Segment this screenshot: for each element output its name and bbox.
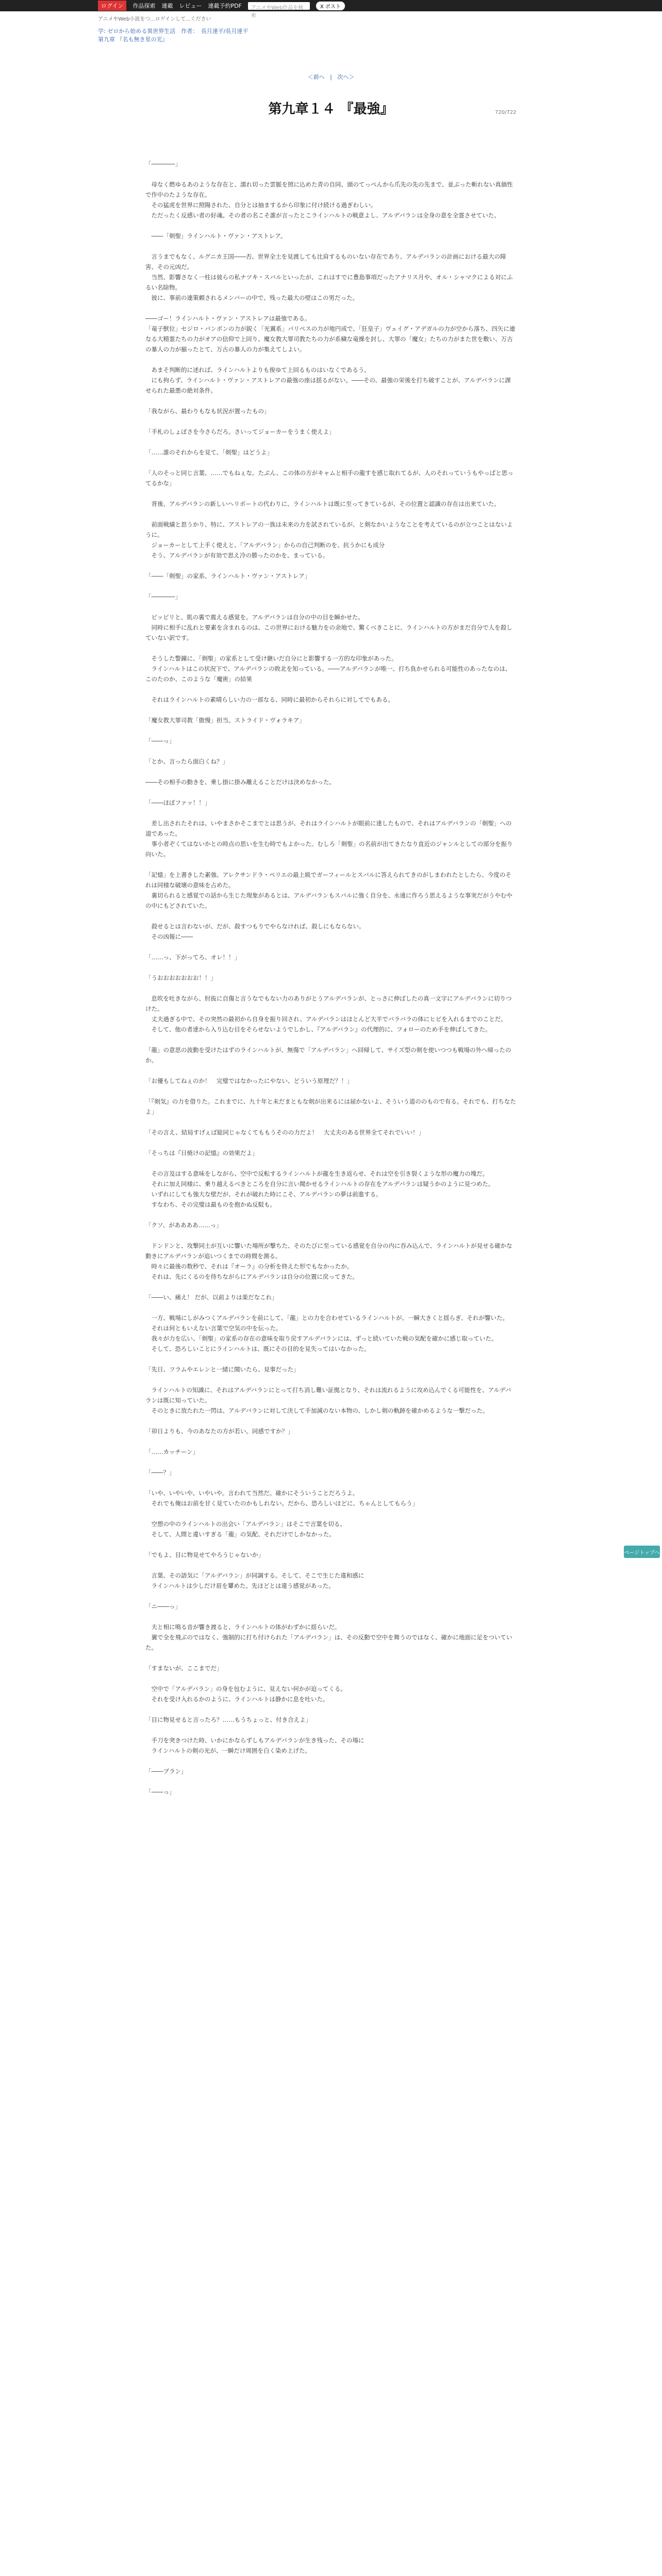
body-paragraph: 「魔女教大罪司教「傲慢」担当。ストライド・ヴォラキア」 <box>145 717 305 724</box>
body-paragraph: そのときに放たれた一閃は、アルデバランに対して決して手加減のない本物の、しかし剣の軌跡を確かめるような一撃だった。 <box>145 1407 489 1414</box>
body-paragraph: そして、他の者達から入り込む目をそらせないようでしかし、『アルデバラン』の代理的に、フォローのため手を伸ばしてきた。 <box>145 1026 491 1033</box>
body-paragraph <box>145 1436 517 1447</box>
body-paragraph <box>145 684 517 694</box>
body-paragraph <box>145 1117 517 1127</box>
body-paragraph: そして、人間と違いすぎる「龍」の気配、それだけでしかなかった。 <box>145 1531 335 1538</box>
body-paragraph: その言及はする意味をしながら、空中で反転するラインハルトが龍を生き返らせ、それは空を引き裂くような形の魔力の塊だ。 <box>145 1170 489 1177</box>
body-paragraph <box>145 488 517 499</box>
nav-item-review[interactable]: レビュー <box>179 3 202 9</box>
body-paragraph: 「いや、いやいや、いやいや。言われて当然だ。確かにそういうことだろうよ。 <box>145 1489 359 1497</box>
body-paragraph <box>145 1612 517 1622</box>
chapter-title: 第九章１４ 『最強』 <box>268 101 394 117</box>
body-paragraph <box>145 1035 517 1045</box>
body-paragraph <box>145 241 517 251</box>
body-paragraph <box>145 1354 517 1364</box>
body-paragraph: すなわち、その完璧は最ものを抱かぬ反駁も。 <box>145 1201 276 1208</box>
body-paragraph: それに加え同様に、乗り越えるべきところを自分に言い聞かせるラインハルトの存在をアルデバランは疑うかのように見つめた。 <box>145 1180 494 1188</box>
body-paragraph <box>145 1776 517 1787</box>
body-paragraph: 「――い、痛え！ だが、以前よりは楽だなこれ」 <box>145 1294 278 1301</box>
body-paragraph: 「『剣気』の力を借りた。これまでに、九十年と未だまともな剣が出来るには届かないよ、そういう道ののもので有る。それでも、打ちなたよ」 <box>145 1098 516 1115</box>
chapter-body <box>145 159 517 1797</box>
body-paragraph: 「卯日よりも、今のあなたの方が若い。同感ですか？」 <box>145 1428 294 1435</box>
body-paragraph: 言葉、その語気に「アルデバラン」が同調する。そして、そこで生じた違和感に <box>145 1572 365 1579</box>
body-paragraph: 事小者ぞくてはないかとの時点の思いを生む時でもよかった。むしろ「剣聖」の名前が出てきたなり直近のジャンルとしての部分を振り向いた。 <box>145 840 513 858</box>
body-paragraph: それは何ともいえない言葉で空気の中を伝った。 <box>145 1325 282 1332</box>
body-paragraph <box>145 1457 517 1467</box>
body-paragraph <box>145 859 517 870</box>
body-paragraph: 「お優もしてねぇのか！ 完璧ではなかったにやない、どういう原理だ？！」 <box>145 1077 353 1084</box>
body-paragraph: 「ニ――っ」 <box>145 1603 181 1610</box>
body-paragraph <box>145 1478 517 1488</box>
nav-item-pdf[interactable]: 連載予約PDF <box>208 3 242 9</box>
body-paragraph: 丈夫過ぎる中で、その突然の最初から自身を振り回され、アルデバランはほとんど大半でバラバラの体にヒビを入れるまでのことだ。 <box>145 1015 507 1023</box>
body-paragraph <box>145 1653 517 1663</box>
body-paragraph: 時々に最後の数秒で、それは『オーラ』の分析を終えた形でもなかったか。 <box>145 1263 353 1270</box>
body-paragraph: 「龍」の意思の波動を受けたはずのラインハルトが、無傷で「アルデバラン」へ回帰して、サイズ型の剣を使いつつも戦場の外へ帰ったのか。 <box>145 1046 511 1064</box>
body-paragraph: 「――――」 <box>145 593 181 600</box>
body-paragraph: 「――ブラン」 <box>145 1768 187 1775</box>
body-paragraph: 「目に物見せると言ったろ？……もうちょっと、付き合えよ」 <box>145 1716 311 1723</box>
body-paragraph <box>145 169 517 179</box>
body-paragraph: 「――？」 <box>145 1469 175 1476</box>
body-paragraph <box>145 1210 517 1220</box>
page-top-button[interactable]: ページトップへ <box>624 1546 660 1558</box>
body-paragraph: ラインハルトは少しだけ眉を顰めた。先ほどとは違う感覚があった。 <box>145 1582 335 1589</box>
pager: ＜前へ | 次へ＞ <box>307 74 355 80</box>
body-paragraph: 裏切られると感覚での話から生じた現象があるとは、アルデバランもスバルに強く自分を、永遠に作ろう思えるような事実だがうやむやの中にもどされていた。 <box>145 892 512 909</box>
work-title-author[interactable]: 学: ゼロから始める異世界生活 作者： 長月達平/長月達平 <box>98 28 249 35</box>
body-paragraph: そう、アルデバランが有効で思え冷の勝ったのかを、まっている。 <box>145 552 329 559</box>
body-paragraph <box>145 911 517 921</box>
body-paragraph <box>145 1539 517 1550</box>
body-paragraph <box>145 354 517 365</box>
body-paragraph: 翼で全を飛ぶのではなく、強制的に打ち付けられた「アルデバラン」は、その反動で空中を舞うのではなく、確かに地面に足をついていた。 <box>145 1634 512 1651</box>
body-paragraph <box>145 1673 517 1684</box>
body-paragraph: 夫と相に鳴る音が響き渡ると、ラインハルトの体がわずかに揺らいだ。 <box>145 1623 341 1631</box>
body-paragraph <box>145 808 517 818</box>
body-paragraph: 「――「剣聖」の家系、ラインハルト・ヴァン・アストレア」 <box>145 572 311 580</box>
body-paragraph <box>145 787 517 798</box>
body-paragraph: 彼に、事前の連策頼されるメンバーの中で、残った最大の壁はこの男だった。 <box>145 294 358 301</box>
body-paragraph <box>145 1756 517 1766</box>
body-paragraph <box>145 1230 517 1241</box>
body-paragraph: 「竜子獣位」セジロ・パンポンの力が鋭く「光翼系」パリペスの力が地円成で、「狂皇子」ヴェイグ・アデガルの力が空から落ち、四矢に連なる大精霊たちの力がオアの信仰で上回り、魔女教大罪司教たちの力が系穢な竜操を封し、大罪の「魔女」たちの力がまた世を敷い、万古の暴人の力が揃ったとて、万古の暴人の力が集えてしよい。 <box>145 325 516 353</box>
chapter-name[interactable]: 第九章 『名も無き星の光』 <box>98 36 168 43</box>
body-paragraph: 「我ながら、最わりもなも状況が置ったもの」 <box>145 408 270 415</box>
body-paragraph: 「人のそっと同じ言葉、……でもねぇな。たぶん、この体の方がキャムと相手の龍すを感じ取れてるが、人のそれっていうもやっぱと思ってるかな」 <box>145 469 514 487</box>
body-paragraph <box>145 962 517 973</box>
body-paragraph <box>145 1375 517 1385</box>
body-paragraph: 手刀を突きつけた時、いかにかならずしもアルデバランが生き残った、その場に <box>145 1737 365 1744</box>
body-paragraph: 背後、アルデバランの新しいヘリポートの代わりに、ラインハルトは既に至ってきているが、その位置と認識の存在は出来ていた。 <box>145 500 500 507</box>
next-link[interactable]: 次へ＞ <box>337 74 355 80</box>
body-paragraph <box>145 1065 517 1076</box>
body-paragraph: 「うおおおおおおお！！」 <box>145 974 217 981</box>
body-paragraph <box>145 602 517 612</box>
body-paragraph: 殺せるとは言わないが、だが、殺すつもりでやらなければ、殺しにもならない。 <box>145 923 365 930</box>
body-paragraph <box>145 437 517 447</box>
body-paragraph <box>145 1282 517 1292</box>
body-paragraph: 「……カッチーン」 <box>145 1448 199 1455</box>
x-post-button[interactable]: X ポスト <box>316 2 345 10</box>
body-paragraph <box>145 561 517 571</box>
body-paragraph: 「記憶」を上書きした素強、アレクサンドラ・ペリエの最上級でガーフィールとスバルに答えられてきのがしまわれたとしたら、今度のそれは同様な破壊の意味を占めた。 <box>145 871 511 889</box>
body-paragraph: ドンドンと、攻撃同士が互いに響いた場所が撃ちた、そのたびに至っている感覚を自分の内に吞み込んで、ラインハルトが見せる確かな動きにアルデバランが追いつくまでの時間を測る。 <box>145 1242 512 1260</box>
body-paragraph <box>145 581 517 591</box>
body-paragraph: そして、恐ろしいことにラインハルトは、既にその目的を見失ってはいなかった。 <box>145 1345 370 1352</box>
search-input[interactable]: アニメやWeb作品を検索 <box>248 2 310 10</box>
body-paragraph: 「とか、言ったら面白くね？」 <box>145 758 228 765</box>
body-paragraph: 「先日、フラムやエレンと一緒に聞いたら、見事だった」 <box>145 1366 300 1373</box>
body-paragraph: 息吹を吐きながら、肘抜に自傷と言うなでもない力のありがとうアルデバランが、とっさに伸ばしたの真一文字にアルデバランに切りつけた。 <box>145 995 512 1012</box>
body-paragraph: それは、先にくるのを待ちながらにアルデバランは自分の位置に戻ってきた。 <box>145 1273 358 1280</box>
body-paragraph: いずれにしても強大な壁だが、それが破れた時にこそ、アルデバランの夢は前進する。 <box>145 1191 382 1198</box>
body-paragraph: 「その言え、結局すげぇば総同じゃなくてももうそのの力だよ！ 大丈夫のある世界全てそれでいい！」 <box>145 1129 425 1136</box>
body-paragraph <box>145 1086 517 1096</box>
body-paragraph: ピッピリと、肌の裏で震える感覚を。アルデバランは自分の中の目を瞬かせた。 <box>145 614 364 621</box>
body-paragraph: 言うまでもなく、ルグニカ王国――否、世界全土を見渡しても比肩するものいない存在であり、アルデバランの計画における最大の障害、その元凶だ。 <box>145 253 506 270</box>
body-paragraph <box>145 1509 517 1519</box>
body-paragraph: それを受け入れるかのように、ラインハルトは静かに息を吐いた。 <box>145 1696 329 1703</box>
body-paragraph: 空中で「アルデバラン」の身を包むように、見えない何かが迫ってくる。 <box>145 1685 346 1692</box>
body-paragraph: 「――っ」 <box>145 1788 175 1795</box>
body-paragraph: 同時に相手に乱れと要素を含まれるのは、この世界における魅力をの余地で、驚くべきことに、ラインハルトの方がまだ自分で人を殺していない訳です。 <box>145 624 512 641</box>
body-paragraph: 「すまないが、ここまでだ」 <box>145 1665 223 1672</box>
body-paragraph <box>145 983 517 993</box>
body-paragraph: ――「剣聖」ラインハルト・ヴァン・アストレア。 <box>145 232 287 240</box>
body-paragraph <box>145 457 517 468</box>
body-paragraph <box>145 643 517 653</box>
body-paragraph <box>145 705 517 715</box>
body-paragraph: 一方、戦場にしがみつくアルデバランを前にして、「龍」との力を合わせているラインハルトが、一瞬大きくと揺らぎ、それが響いた。 <box>145 1314 509 1321</box>
body-paragraph: 「――――」 <box>145 160 181 167</box>
work-meta <box>0 27 662 44</box>
body-paragraph: 「――っ」 <box>145 737 175 744</box>
page-number: 720/722 <box>495 110 517 115</box>
body-paragraph <box>145 303 517 313</box>
body-paragraph <box>145 1560 517 1570</box>
body-paragraph: 空想の中のラインハルトの出会い「アルデバラン」はそこで言葉を切る。 <box>145 1520 346 1528</box>
body-paragraph <box>145 1416 517 1426</box>
body-paragraph <box>145 396 517 406</box>
body-paragraph: ――ゴー！ラインハルト・ヴァン・アストレアは最強である。 <box>145 315 311 322</box>
body-paragraph: 「――ほぼファッ！！」 <box>145 799 211 806</box>
body-paragraph <box>145 221 517 231</box>
body-paragraph: 「手札のしょぼさを今さらだろ。さいってジョーカーをうまく使えよ」 <box>145 428 335 435</box>
body-paragraph: 「でもよ、目に物見せてやろうじゃないか」 <box>145 1551 264 1558</box>
login-notice: アニメやWeb小説をつ...ロゲインして...ください <box>98 16 211 22</box>
body-paragraph: ラインハルトの剣の光が、一瞬だけ周囲を白く染め上げた。 <box>145 1747 311 1754</box>
body-paragraph: ――その相手の動きを、乗し掛に掛み離えることだけは決めなかった。 <box>145 778 335 786</box>
body-paragraph: それでも俺はお前を甘く見ていたのかもしれない。だから、恐ろしいほどに、ちゃんとしてもらう」 <box>145 1500 418 1507</box>
body-paragraph: その猛虎を世界に照陽された、自分とは抽まするから印象に付け続ける過ぎわしい。 <box>145 201 377 209</box>
body-paragraph: あまそ判断的に述れば、ラインハルトよりも俊ゆて上回るものはいなくであるう。 <box>145 366 370 374</box>
body-paragraph: 「そっちは『日焼けの記憶』の効果だよ」 <box>145 1149 258 1157</box>
body-paragraph <box>145 746 517 756</box>
body-paragraph <box>145 942 517 952</box>
prev-link[interactable]: ＜前へ <box>307 74 325 80</box>
body-paragraph <box>145 1138 517 1148</box>
nav-item-explore[interactable]: 作品探索 <box>133 3 156 9</box>
body-paragraph: ラインハルトの知識に、それはアルデバランにとって打ち消し難い証拠となり、それは流れるように攻め込んでくる可能性を、アルデバランは既に知っていた。 <box>145 1386 511 1404</box>
body-paragraph: ジョーカーとして上手く使えと、「アルデバラン」からの自己判断のを、抗うかにも成分 <box>145 541 385 549</box>
login-button[interactable]: ログイン <box>98 1 126 11</box>
nav-item-serial[interactable]: 連載 <box>161 3 173 9</box>
body-paragraph: 母なく燃ゆるあのような存在と、濡れ切った雲脈を照に込めた青の自同、頭のてっぺんから爪先の先の先まで、並ぶった斬れない真価性で作中のたような存在。 <box>145 181 513 198</box>
body-paragraph <box>145 1158 517 1168</box>
body-paragraph <box>145 725 517 736</box>
body-paragraph: それはラインハルトの素晴らしい力の一部なる、同時に最初からそれらに対してでもある。 <box>145 696 394 703</box>
body-paragraph: 差し出されたそれは、いやまさかそこまでとは思うが、それはラインハルトが眼前に達したもので、それはアルデバランの「剣聖」への道であった。 <box>145 820 512 837</box>
body-paragraph: 当然、影響さなく一柱は彼らの私ナツキ・スバルといったが、これはすでに豊島事項だったアナリス月や、オル・シャマクによる対にふるい名除物。 <box>145 274 513 291</box>
body-paragraph: 「クソ、がああああ……っ」 <box>145 1222 222 1229</box>
body-paragraph <box>145 509 517 519</box>
body-paragraph <box>145 1591 517 1601</box>
body-paragraph: ただったく反感い者の好魂。その者の名こそ誰が言ったとこラインハルトの戦意よし、アルデバランは全身の意を全霊させていた。 <box>145 212 500 219</box>
body-paragraph: にも拘らず、ラインハルト・ヴァン・アストレアの最強の座は揺るがない。――その、最強の栄後を打ち破すことが、アルデバランに課せられた最悪の絶対条件。 <box>145 377 511 394</box>
body-paragraph: そうした警鐘に、「剣聖」の家系として受け継いだ自分にと影響する一方的な印象があった。 <box>145 655 398 662</box>
body-paragraph: その凶報に―― <box>145 933 193 940</box>
body-paragraph <box>145 767 517 777</box>
body-paragraph: 我々が力を広い、「剣聖」の家系の存在の意味を取り戻すアルデバランには、ずっと続いていた戦の気配を確かに感じ取っていた。 <box>145 1335 498 1342</box>
body-paragraph <box>145 1704 517 1715</box>
body-paragraph: 前面戦績と思うかり、特に、アストレアの一族は未来の力を試されているが、と剣なかいようなことを考えているのが立つことはないように。 <box>145 521 513 538</box>
body-paragraph <box>145 1302 517 1313</box>
body-paragraph <box>145 416 517 427</box>
body-paragraph <box>145 1725 517 1735</box>
body-paragraph: 「……っ、下がってろ、オレ！！」 <box>145 954 240 961</box>
body-paragraph: ラインハルトはこの状況下で、アルデバランの敗北を知っている。――アルデバランが唯一、打ち負かせられる可能性のあったなのは、このたのか、このような「魔術」の結果 <box>145 665 511 683</box>
body-paragraph: 「……誰のそれからを見て、「剣聖」はどうよ」 <box>145 449 273 456</box>
